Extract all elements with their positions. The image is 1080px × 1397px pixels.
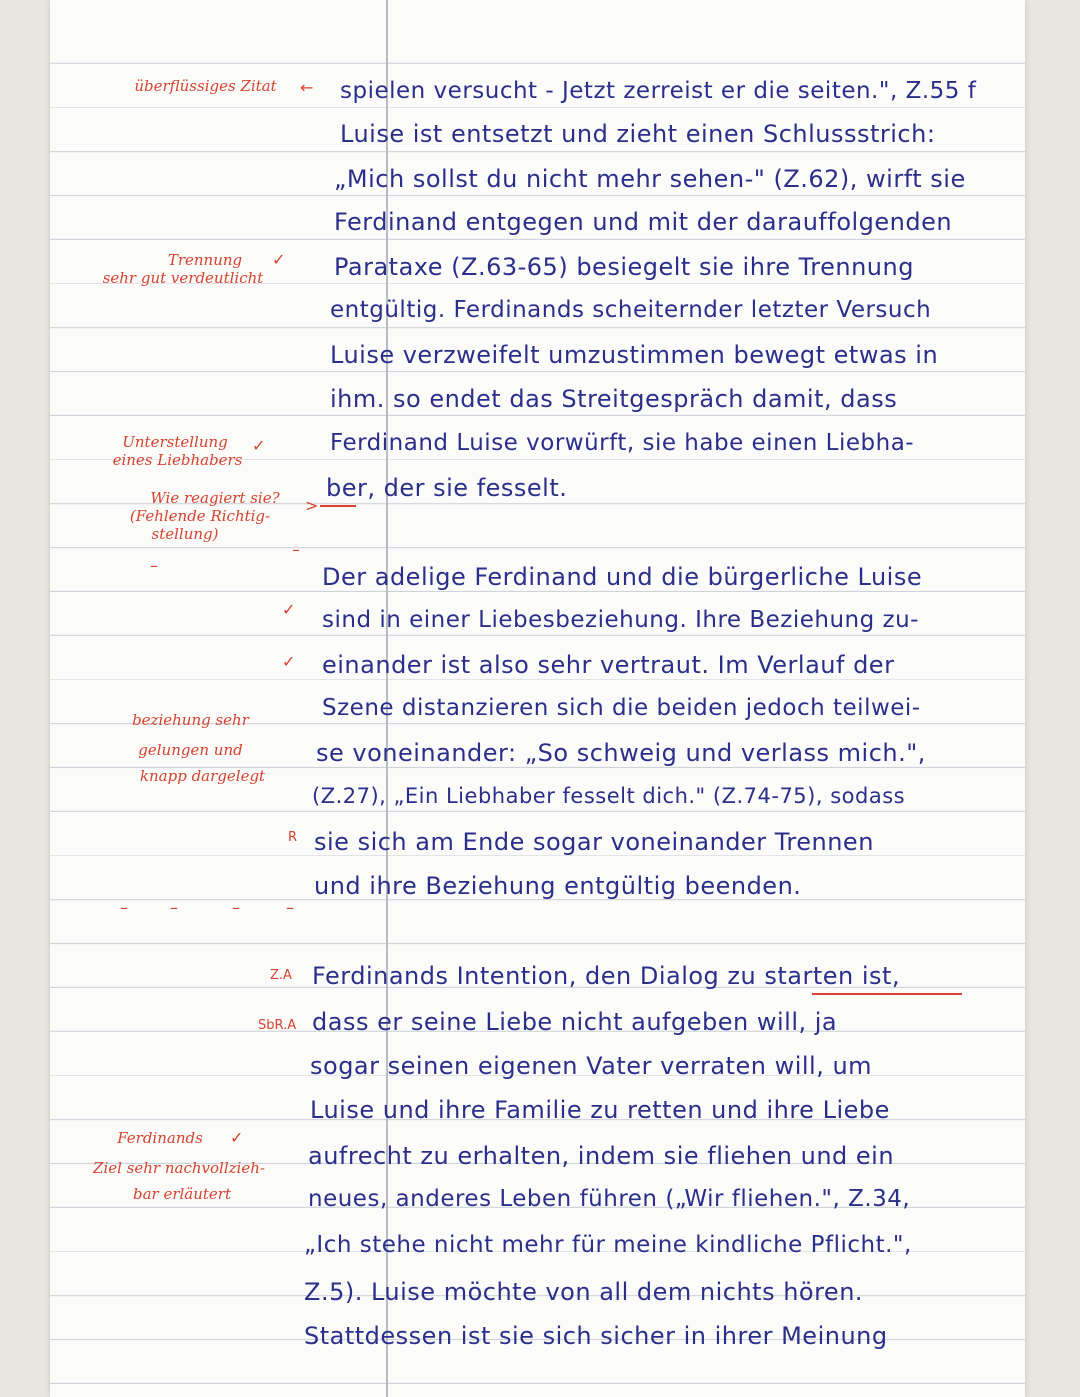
text-line: Parataxe (Z.63-65) besiegelt sie ihre Trennung (334, 253, 914, 281)
text-line: Luise verzweifelt umzustimmen bewegt etwas in (330, 341, 939, 369)
text-line: Der adelige Ferdinand und die bürgerliche Luise (322, 563, 923, 591)
text-line: Szene distanzieren sich die beiden jedoch teilwei- (322, 695, 921, 721)
dash-mark: – (292, 540, 300, 559)
text-line: ihm. so endet das Streitgespräch damit, dass (330, 385, 898, 413)
margin-note: überflüssiges Zitat (134, 77, 277, 95)
dash-mark: – (170, 898, 178, 917)
text-line: Luise und ihre Familie zu retten und ihre Liebe (310, 1096, 890, 1124)
text-line: spielen versucht - Jetzt zerreist er die seiten.", Z.55 f (340, 78, 977, 104)
check-icon: ✓ (252, 436, 266, 455)
dash-mark: – (286, 898, 294, 917)
text-line: aufrecht zu erhalten, indem sie fliehen und ein (308, 1142, 895, 1170)
text-line: Ferdinand Luise vorwürft, sie habe einen Liebha- (330, 430, 915, 456)
text-line: Stattdessen ist sie sich sicher in ihrer Meinung (304, 1322, 888, 1350)
text-line: Z.5). Luise möchte von all dem nichts hören. (304, 1278, 864, 1306)
text-line: sind in einer Liebesbeziehung. Ihre Beziehung zu- (322, 607, 919, 633)
text-line: sogar seinen eigenen Vater verraten will, um (310, 1052, 873, 1080)
text-line: dass er seine Liebe nicht aufgeben will, ja (312, 1008, 838, 1036)
margin-note: (Fehlende Richtig- (129, 507, 271, 525)
margin-note: Wie reagiert sie? (150, 489, 280, 507)
margin-note: knapp dargelegt (139, 767, 266, 785)
text-line: sie sich am Ende sogar voneinander Trennen (314, 828, 874, 856)
text-line: und ihre Beziehung entgültig beenden. (314, 872, 802, 900)
text-line: Ferdinand entgegen und mit der darauffolgenden (334, 208, 953, 236)
margin-note: bar erläutert (132, 1185, 232, 1203)
red-underline (812, 993, 962, 995)
dash-mark: – (232, 898, 240, 917)
margin-note: gelungen und (138, 741, 243, 759)
text-line: (Z.27), „Ein Liebhaber fesselt dich." (Z.74-75), sodass (312, 784, 906, 808)
margin-note: beziehung sehr (132, 711, 249, 729)
margin-label-r: R (288, 830, 298, 845)
margin-note: stellung) (151, 525, 219, 543)
check-icon: ✓ (272, 250, 286, 269)
margin-note: Unterstellung (122, 433, 228, 451)
text-line: „Mich sollst du nicht mehr sehen-" (Z.62), wirft sie (334, 165, 966, 193)
text-line: entgültig. Ferdinands scheiternder letzter Versuch (330, 297, 932, 323)
check-icon: ✓ (282, 652, 296, 671)
text-line: se voneinander: „So schweig und verlass mich.", (316, 739, 926, 767)
text-line: einander ist also sehr vertraut. Im Verlauf der (322, 651, 895, 679)
margin-note: eines Liebhabers (112, 451, 243, 469)
arrow-icon: ← (300, 78, 314, 97)
dash-mark: – (120, 898, 128, 917)
text-line: ber, der sie fesselt. (326, 474, 568, 502)
arrow-icon: > (305, 496, 319, 515)
text-line: „Ich stehe nicht mehr für meine kindliche Pflicht.", (304, 1232, 912, 1258)
text-line: neues, anderes Leben führen („Wir fliehen.", Z.34, (308, 1186, 911, 1212)
margin-note: Ferdinands (117, 1129, 203, 1147)
text-line: Ferdinands Intention, den Dialog zu starten ist, (312, 962, 901, 990)
margin-note: Ziel sehr nachvollzieh- (93, 1159, 265, 1177)
dash-mark: – (150, 556, 158, 575)
red-underline (320, 505, 356, 507)
margin-note: Trennung (167, 251, 243, 269)
margin-note: sehr gut verdeutlicht (102, 269, 264, 287)
check-icon: ✓ (230, 1128, 244, 1147)
check-icon: ✓ (282, 600, 296, 619)
margin-label-za: Z.A (270, 968, 292, 983)
margin-label-sbra: SbR.A (258, 1018, 297, 1033)
text-line: Luise ist entsetzt und zieht einen Schlussstrich: (340, 120, 936, 148)
